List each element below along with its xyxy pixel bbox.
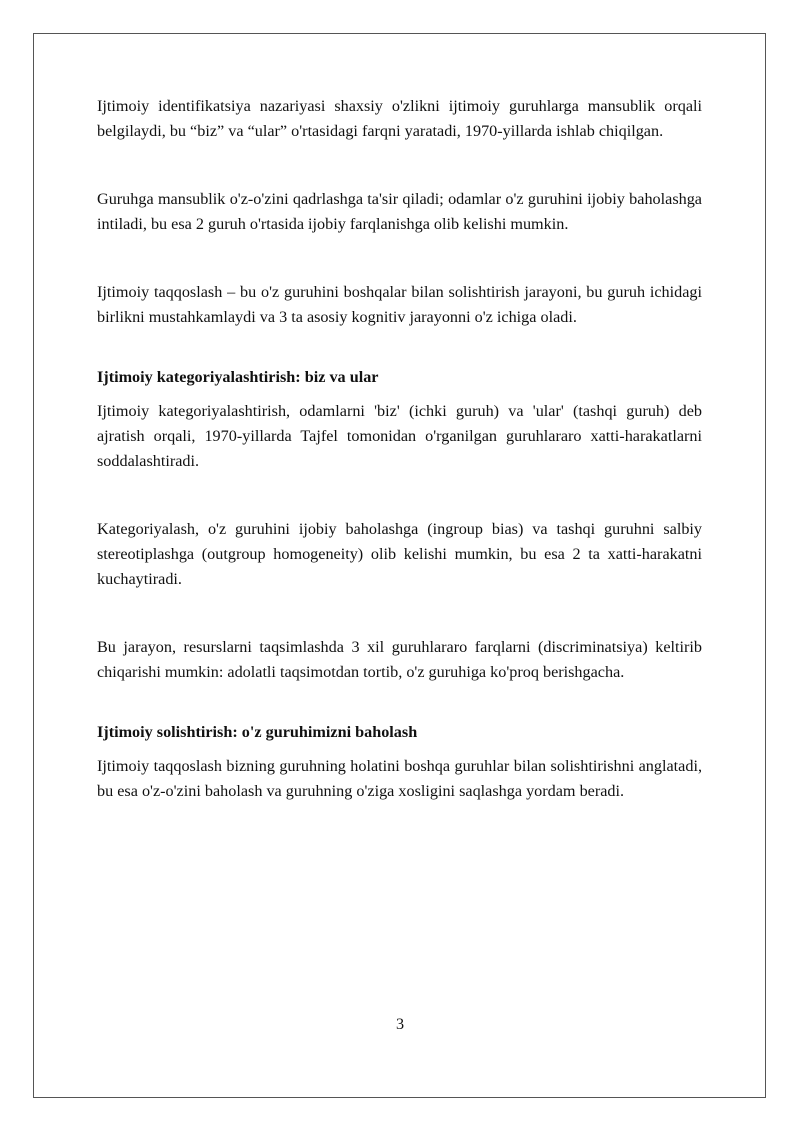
- page-number: 3: [395, 1015, 405, 1033]
- section-heading-comparison: Ijtimoiy solishtirish: o'z guruhimizni baholash: [97, 723, 418, 741]
- paragraph-comparison-1: Ijtimoiy taqqoslash bizning guruhning holatini boshqa guruhlar bilan solishtirishni anglatadi, bu esa o'z-o'zini baholash va guruhning o'ziga xosligini saqlashga yordam beradi.: [97, 757, 702, 800]
- paragraph-intro-1: Ijtimoiy identifikatsiya nazariyasi shaxsiy o'zlikni ijtimoiy guruhlarga mansublik orqali belgilaydi, bu “biz” va “ular” o'rtasidagi farqni yaratadi, 1970-yillarda ishlab chiqilgan.: [97, 97, 702, 140]
- document-body: [97, 94, 702, 804]
- paragraph-categorization-3: Bu jarayon, resurslarni taqsimlashda 3 xil guruhlararo farqlarni (discriminatsiya) keltirib chiqarishi mumkin: adolatli taqsimotdan tortib, o'z guruhiga ko'proq berishgacha.: [97, 638, 702, 681]
- paragraph-categorization-1: Ijtimoiy kategoriyalashtirish, odamlarni 'biz' (ichki guruh) va 'ular' (tashqi guruh) deb ajratish orqali, 1970-yillarda Tajfel tomonidan o'rganilgan guruhlararo xatti-harakatlarni soddalashtiradi.: [97, 402, 702, 470]
- paragraph-categorization-2: Kategoriyalash, o'z guruhini ijobiy baholashga (ingroup bias) va tashqi guruhni salbiy stereotiplashga (outgroup homogeneity) olib kelishi mumkin, bu esa 2 ta xatti-harakatni kuchaytiradi.: [97, 520, 702, 588]
- section-heading-categorization: Ijtimoiy kategoriyalashtirish: biz va ular: [97, 368, 379, 386]
- paragraph-intro-2: Guruhga mansublik o'z-o'zini qadrlashga ta'sir qiladi; odamlar o'z guruhini ijobiy baholashga intiladi, bu esa 2 guruh o'rtasida ijobiy farqlanishga olib kelishi mumkin.: [97, 190, 702, 233]
- paragraph-intro-3: Ijtimoiy taqqoslash – bu o'z guruhini boshqalar bilan solishtirish jarayoni, bu guruh ichidagi birlikni mustahkamlaydi va 3 ta asosiy kognitiv jarayonni o'z ichiga oladi.: [97, 283, 702, 326]
